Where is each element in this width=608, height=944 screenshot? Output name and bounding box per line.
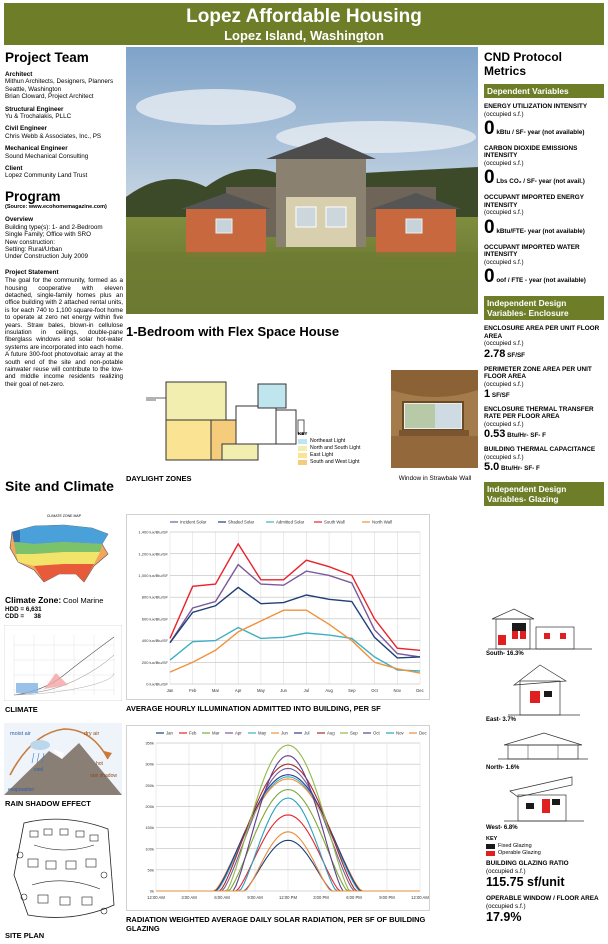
elevation-north-label: North- 1.6%: [486, 765, 520, 771]
zone-hot: [34, 564, 94, 582]
zone-east: [166, 420, 211, 460]
y-tick-label: 0k: [149, 888, 154, 894]
y-tick-label: 1,400 lux/Btu/SF: [138, 529, 168, 535]
y-tick-label: 250k: [145, 782, 154, 788]
civil-firm: Chris Webb & Associates, Inc., PS: [5, 132, 102, 140]
climate-zone-value: Cool Marine: [62, 596, 104, 605]
x-tick-label: Jul: [303, 688, 310, 693]
glazing-ratio-value: 115.75 sf/unit: [486, 875, 565, 889]
label-rain-shadow: rain shadow: [90, 773, 117, 779]
metric-value: 0: [484, 266, 495, 288]
legend-label: Jul: [304, 730, 310, 736]
glazing-ratio-sub: (occupied s.f.): [486, 867, 526, 875]
zone-northeast: [258, 384, 286, 408]
metric-sub: (occupied s.f.): [484, 420, 524, 428]
glazing-ratio-name: BUILDING GLAZING RATIO: [486, 860, 569, 867]
team-list: [5, 71, 123, 180]
left-column: [5, 50, 123, 388]
rain-shadow-diagram: [4, 723, 122, 795]
metric-name: PERIMETER ZONE AREA PER UNIT FLOOR AREA: [484, 365, 592, 381]
y-tick-label: 100k: [145, 846, 154, 852]
x-tick-label: Apr: [234, 688, 242, 693]
key-row-northeast: Northeast Light: [298, 438, 390, 445]
hdd-value: 6,631: [25, 605, 42, 613]
cdd-value: 38: [33, 613, 41, 620]
metric-value: 0: [484, 167, 495, 189]
psychrometric-chart: [4, 625, 122, 701]
x-tick-label: Mar: [211, 688, 220, 693]
project-statement: The goal for the community, formed as a housing cooperative with eleven detached, single-family homes plus an office building with 2 attached rental units, is for each 740 to 1,100 square-foot home to operate at zero net energy within five years. Straw bales, blown-in cellulose insulation in ceilings, double-pane fiberglass windows and solar hot-water systems are incorporated into each home. A future 300-foot photovoltaic array at the south end of the site and non-potable rainwater reuse will contribute to the low-and middle income residents realizing their goal of net-zero.: [5, 277, 123, 388]
page-subtitle: Lopez Island, Washington: [224, 28, 384, 43]
metric-value: 0: [484, 216, 495, 238]
metric-unit: SF/SF: [491, 391, 510, 399]
zone-north-south: [166, 382, 226, 420]
label-dry-air: dry air: [84, 731, 100, 737]
y-tick-label: 800 lux/Btu/SF: [141, 594, 168, 600]
metric-name: ENERGY UTILIZATION INTENSITY: [484, 103, 588, 110]
metric-unit: Btu/Hr- SF- F: [501, 465, 540, 473]
y-tick-label: 50k: [147, 867, 154, 873]
x-tick-label: 12:00 PM: [279, 895, 297, 900]
site-climate-heading: Site and Climate: [5, 478, 114, 494]
legend-label: Oct: [373, 730, 380, 736]
y-tick-label: 1,200 lux/Btu/SF: [138, 551, 168, 557]
legend-label: North Wall: [372, 519, 392, 525]
metric-name: OCCUPANT IMPORTED WATER INTENSITY: [484, 243, 580, 259]
metric-value: 2.78: [484, 347, 506, 360]
x-tick-label: 12:00 AM: [147, 895, 165, 900]
swatch-fixed: [486, 844, 495, 849]
glazing-key-title: KEY: [486, 836, 498, 842]
y-tick-label: 150k: [145, 825, 154, 831]
swatch-east: [298, 453, 307, 458]
legend-label: Aug: [327, 730, 335, 736]
overview-line: Single Family; Office with SRO: [5, 231, 91, 239]
y-tick-label: 600 lux/Btu/SF: [141, 616, 168, 622]
daylight-key: [298, 438, 390, 466]
operable-window-value: 17.9%: [486, 910, 522, 924]
civil-label: Civil Engineer: [5, 125, 47, 133]
hdd-label: HDD =: [5, 605, 25, 613]
radiation-chart: [126, 725, 430, 911]
metric-value: 5.0: [484, 461, 500, 474]
elevation-west-label: West- 6.8%: [486, 825, 518, 831]
y-tick-label: 300k: [145, 761, 154, 767]
architect-label: Architect: [5, 71, 33, 78]
x-tick-label: 9:00 AM: [247, 895, 263, 900]
elevation-south-label: South- 16.3%: [486, 651, 524, 657]
client-name: Lopez Community Land Trust: [5, 172, 88, 180]
climate-zone-label: Climate Zone:: [5, 595, 62, 605]
metrics-column: [484, 50, 604, 510]
overview-line: New construction:: [5, 238, 56, 246]
label-hot: hot: [96, 761, 103, 767]
metric-unit: Lbs CO₂ / SF- year (not avail.): [496, 178, 585, 186]
elevation-north: [498, 733, 588, 759]
page-title: Lopez Affordable Housing: [186, 6, 422, 27]
y-tick-label: 1,000 lux/Btu/SF: [138, 573, 168, 579]
legend-label: Admitted Solar: [276, 519, 305, 525]
x-tick-label: Nov: [393, 688, 401, 693]
legend-label: Shaded Solar: [228, 519, 255, 525]
y-tick-label: 0 lux/Btu/SF: [146, 681, 168, 687]
glazing-key: [486, 836, 604, 857]
glazing-band: Independent Design Variables- Glazing: [484, 482, 604, 506]
structural-label: Structural Engineer: [5, 105, 64, 113]
elevation-east-label: East- 3.7%: [486, 717, 517, 723]
climate-map-title: CLIMATE ZONE MAP: [46, 514, 82, 518]
house-title: 1-Bedroom with Flex Space House: [126, 324, 340, 339]
legend-label: Incident Solar: [180, 519, 207, 525]
metric-name: OCCUPANT IMPORTED ENERGY INTENSITY: [484, 194, 584, 209]
metric-value: 0.53: [484, 428, 506, 441]
metric-sub: (occupied s.f.): [484, 380, 524, 388]
architect-person: Brian Cloward, Project Architect: [5, 93, 94, 101]
chart-frame: [127, 726, 430, 911]
metric-name: ENCLOSURE THERMAL TRANSFER RATE PER FLOOR AREA: [484, 405, 594, 421]
x-tick-label: May: [256, 688, 265, 693]
program-heading: Program: [5, 188, 61, 204]
radiation-caption: RADIATION WEIGHTED AVERAGE DAILY SOLAR RADIATION, PER SF OF BUILDING GLAZING: [126, 915, 426, 933]
x-tick-label: Aug: [325, 688, 333, 693]
daylight-caption: DAYLIGHT ZONES: [126, 474, 192, 483]
legend-label: May: [258, 730, 267, 736]
metric-name: BUILDING THERMAL CAPACITANCE: [484, 446, 596, 454]
legend-label: Apr: [235, 730, 242, 736]
structural-firm: Yu & Trochalakis, PLLC: [5, 113, 72, 121]
metric-sub: (occupied s.f.): [484, 110, 524, 118]
site-plan: [4, 815, 122, 927]
glazing-ratio-block: [486, 860, 604, 925]
metric-value: 1: [484, 387, 491, 400]
metric-name: CARBON DIOXIDE EMISSIONS INTENSITY: [484, 144, 578, 160]
x-tick-label: 3:00 AM: [181, 895, 197, 900]
x-tick-label: Jun: [280, 688, 288, 693]
x-tick-label: Feb: [189, 688, 197, 693]
legend-label: South Wall: [324, 519, 345, 525]
site-plan-caption: SITE PLAN: [5, 931, 45, 940]
mechanical-label: Mechanical Engineer: [5, 145, 68, 153]
elevation-south: [488, 609, 592, 649]
y-tick-label: 350k: [145, 740, 154, 746]
operable-window-name: OPERABLE WINDOW / FLOOR AREA: [486, 895, 599, 902]
key-row-east: East Light: [298, 452, 390, 459]
window-caption: Window in Strawbale Wall: [398, 475, 472, 482]
legend-label: Feb: [189, 730, 197, 736]
site-climate-block: [5, 478, 123, 494]
x-tick-label: Dec: [416, 688, 424, 693]
metric-sub: (occupied s.f.): [484, 340, 524, 348]
client-label: Client: [5, 165, 23, 173]
overview-line: Building type(s): 1- and 2-Bedroom: [5, 223, 103, 231]
climate-caption: CLIMATE: [5, 705, 38, 714]
climate-stats: [5, 597, 123, 621]
daylight-key-title: KEY: [298, 431, 308, 436]
project-team-heading: Project Team: [5, 50, 89, 65]
legend-label: Dec: [419, 730, 427, 736]
x-tick-label: 12:00 AM: [411, 895, 429, 900]
swatch-northeast: [298, 439, 307, 444]
illumination-caption: AVERAGE HOURLY ILLUMINATION ADMITTED INTO BUILDING, PER SF: [126, 704, 381, 713]
metric-sub: (occupied s.f.): [484, 209, 524, 217]
metric-unit: kBtu / SF- year (not available): [496, 128, 585, 136]
legend-label: Sep: [350, 730, 358, 736]
overview-line: Setting: Rural/Urban: [5, 245, 63, 253]
x-tick-label: 6:00 AM: [214, 895, 230, 900]
swatch-operable: [486, 851, 495, 856]
metric-unit: kBtu/FTE- year (not available): [496, 227, 585, 235]
cdd-label: CDD =: [5, 613, 25, 620]
swatch-north-south: [298, 446, 307, 451]
x-tick-label: 3:00 PM: [313, 895, 329, 900]
metric-sub: (occupied s.f.): [484, 453, 524, 461]
metrics-title: CND Protocol Metrics: [484, 50, 562, 78]
key-row-north-south: North and South Light: [298, 445, 390, 452]
strawbale-window-photo: [391, 370, 478, 468]
enclosure-band: Independent Design Variables- Enclosure: [484, 296, 604, 320]
metric-name: ENCLOSURE AREA PER UNIT FLOOR AREA: [484, 325, 600, 340]
x-tick-label: Oct: [371, 688, 378, 693]
key-operable-row: Operable Glazing: [486, 850, 604, 857]
legend-label: Mar: [212, 730, 220, 736]
y-tick-label: 400 lux/Btu/SF: [141, 638, 168, 644]
metric-sub: (occupied s.f.): [484, 258, 524, 266]
x-tick-label: 6:00 PM: [346, 895, 362, 900]
label-evaporation: evaporation: [8, 787, 35, 793]
elevation-east: [508, 665, 580, 715]
legend-label: Jun: [281, 730, 288, 736]
key-fixed-row: Fixed Glazing: [486, 843, 604, 850]
architect-city: Seattle, Washington: [5, 85, 62, 93]
psychro-comfort-zone: [16, 683, 38, 693]
program-source: (Source: www.ecohomemagazine.com): [5, 203, 107, 210]
statement-label: Project Statement: [5, 268, 59, 276]
dependent-variables-band: Dependent Variables: [484, 84, 604, 98]
rain-shadow-caption: RAIN SHADOW EFFECT: [5, 799, 91, 808]
label-moist-air: moist air: [10, 731, 31, 737]
mechanical-firm: Sound Mechanical Consulting: [5, 152, 89, 160]
overview-line: Under Construction July 2009: [5, 253, 88, 261]
metric-sub: (occupied s.f.): [484, 159, 524, 167]
metric-unit: Btu/Hr- SF- F: [507, 432, 546, 440]
metric-unit: oof / FTE - year (not available): [496, 277, 586, 285]
house-photo: [126, 47, 478, 314]
y-tick-label: 200k: [145, 804, 154, 810]
overview-label: Overview: [5, 216, 34, 224]
legend-label: Jan: [166, 730, 173, 736]
metric-value: 0: [484, 117, 495, 139]
x-tick-label: 9:00 PM: [379, 895, 395, 900]
elevation-west: [504, 777, 584, 821]
x-tick-label: Jan: [166, 688, 174, 693]
architect-firm: Mithun Architects, Designers, Planners: [5, 78, 114, 86]
metric-unit: SF/SF: [507, 351, 526, 359]
key-row-south-west: South and West Light: [298, 459, 390, 466]
page-header: [4, 3, 604, 45]
x-tick-label: Sep: [348, 688, 356, 693]
zone-warm: [16, 552, 100, 566]
operable-window-sub: (occupied s.f.): [486, 902, 526, 910]
legend-label: Nov: [396, 730, 404, 736]
climate-zone-map: [4, 512, 122, 598]
illumination-chart: [126, 514, 430, 700]
label-cool: cool: [34, 767, 44, 773]
swatch-south-west: [298, 460, 307, 465]
y-tick-label: 200 lux/Btu/SF: [141, 659, 168, 665]
